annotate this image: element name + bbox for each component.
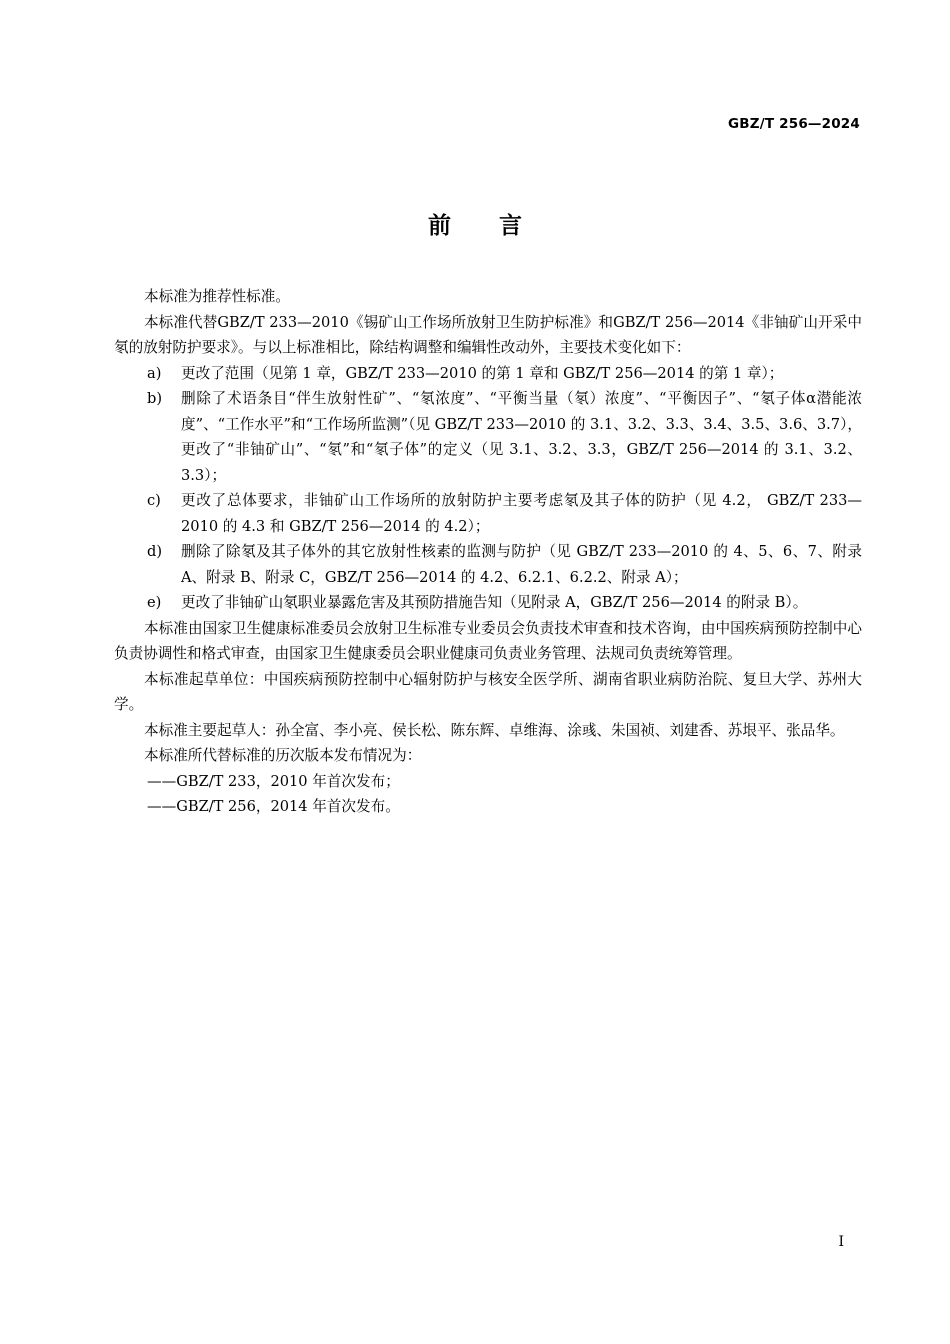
- changes-list: [114, 361, 862, 616]
- paragraph-recommended-standard: 本标准为推荐性标准。: [144, 288, 290, 305]
- list-item: [114, 386, 862, 488]
- list-item-text: 更改了总体要求，非铀矿山工作场所的放射防护主要考虑氡及其子体的防护（见 4.2， GBZ/T 233—2010 的 4.3 和 GBZ/T 256—2014 的 4.2）；: [181, 492, 862, 535]
- list-marker: a): [147, 364, 162, 382]
- standard-code: GBZ/T 256—2024: [727, 116, 860, 132]
- paragraph-drafting-units: 本标准起草单位：中国疾病预防控制中心辐射防护与核安全医学所、湖南省职业病防治院、复旦大学、苏州大学。: [114, 670, 862, 713]
- list-item-text: 更改了非铀矿山氡职业暴露危害及其预防措施告知（见附录 A，GBZ/T 256—2014 的附录 B）。: [181, 594, 808, 611]
- list-item: [114, 361, 862, 387]
- page-number: I: [838, 1234, 844, 1250]
- list-item: [114, 590, 862, 616]
- list-marker: c): [147, 492, 161, 509]
- foreword-body: [114, 284, 862, 820]
- list-marker: b): [147, 390, 163, 407]
- paragraph-version-history: 本标准所代替标准的历次版本发布情况为：: [144, 747, 422, 764]
- list-item-text: 更改了范围（见第 1 章，GBZ/T 233—2010 的第 1 章和 GBZ/T 256—2014 的第 1 章）；: [181, 364, 784, 382]
- list-item-text: 删除了除氡及其子体外的其它放射性核素的监测与防护（见 GBZ/T 233—2010 的 4、5、6、7、附录 A、附录 B、附录 C，GBZ/T 256—2014 的 4.2、6.2.1、6.2.2、附录 A）；: [181, 543, 862, 586]
- page-title-char-1: 前: [428, 213, 451, 239]
- history-item-gbzt233: ——GBZ/T 233，2010 年首次发布；: [147, 772, 400, 790]
- list-item-text: 删除了术语条目“伴生放射性矿”、“氡浓度”、“平衡当量（氡）浓度”、“平衡因子”、“氡子体α潜能浓度”、“工作水平”和“工作场所监测”（见 GBZ/T 233—2010 的 3.1、3.2、3.3、3.4、3.5、3.6、3.7），更改了“非铀矿山”、“氡”和“氡子体”的定义（见 3.1、3.2、3.3，GBZ/T 256—2014 的 3.1、3.2、3.3）；: [181, 390, 862, 484]
- list-item: [114, 539, 862, 590]
- list-item: [114, 488, 862, 539]
- paragraph-drafters: 本标准主要起草人：孙全富、李小亮、侯长松、陈东辉、卓维海、涂彧、朱国祯、刘建香、苏垠平、张品华。: [144, 721, 845, 739]
- history-item-gbzt256: ——GBZ/T 256，2014 年首次发布。: [147, 798, 400, 815]
- list-marker: d): [147, 543, 163, 560]
- paragraph-responsible-committee: 本标准由国家卫生健康标准委员会放射卫生标准专业委员会负责技术审查和技术咨询，由中国疾病预防控制中心负责协调性和格式审查，由国家卫生健康委员会职业健康司负责业务管理、法规司负责统筹管理。: [114, 619, 862, 662]
- page-title-char-2: 言: [499, 213, 522, 239]
- list-marker: e): [147, 594, 162, 611]
- page-title: [0, 207, 950, 240]
- paragraph-replaces-standards: 本标准代替GBZ/T 233—2010《锡矿山工作场所放射卫生防护标准》和GBZ/T 256—2014《非铀矿山开采中氡的放射防护要求》。与以上标准相比，除结构调整和编辑性改动外，主要技术变化如下：: [114, 313, 862, 356]
